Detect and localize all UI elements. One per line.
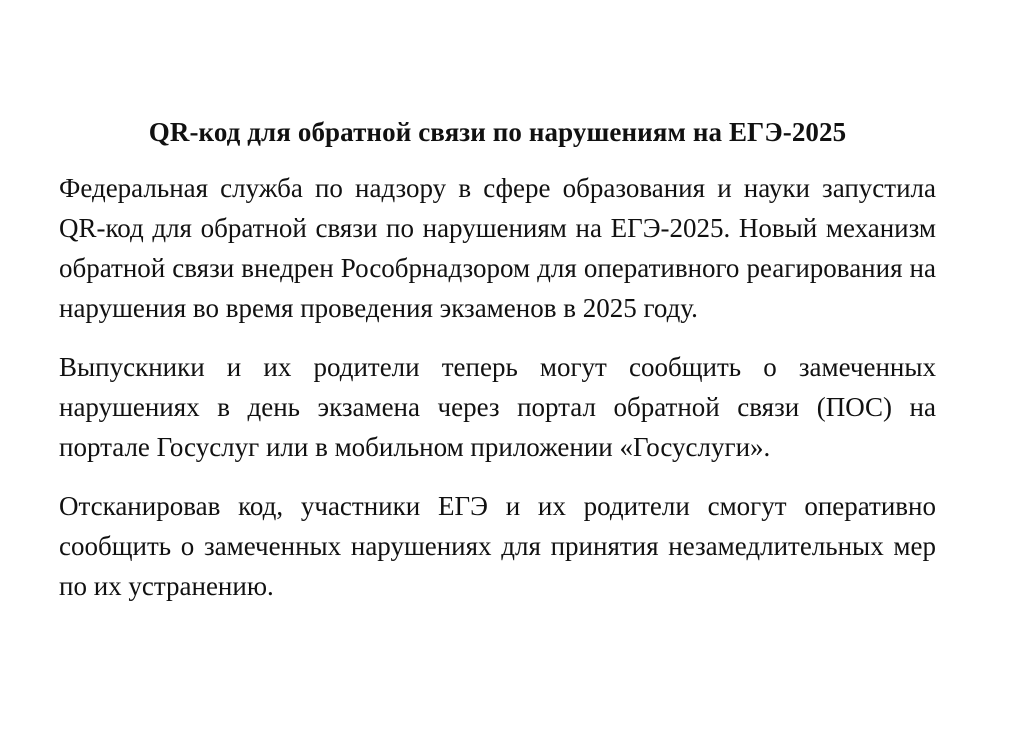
paragraph-announcement: Федеральная служба по надзору в сфере образования и науки запустила QR-код для обратной связи по нарушениям на ЕГЭ-2025. Новый механизм обратной связи внедрен Рособрнадзором для оперативного реагирования на нарушения во время проведения экзаменов в 2025 году. xyxy=(59,173,936,323)
document-page xyxy=(59,112,936,606)
document-title: QR-код для обратной связи по нарушениям на ЕГЭ-2025 xyxy=(148,117,847,147)
paragraph-scan-purpose: Отсканировав код, участники ЕГЭ и их родители смогут оперативно сообщить о замеченных нарушениях для принятия незамедлительных мер по их устранению. xyxy=(59,491,936,601)
paragraph-reporting-channels: Выпускники и их родители теперь могут сообщить о замеченных нарушениях в день экзамена через портал обратной связи (ПОС) на портале Госуслуг или в мобильном приложении «Госуслуги». xyxy=(59,352,936,462)
